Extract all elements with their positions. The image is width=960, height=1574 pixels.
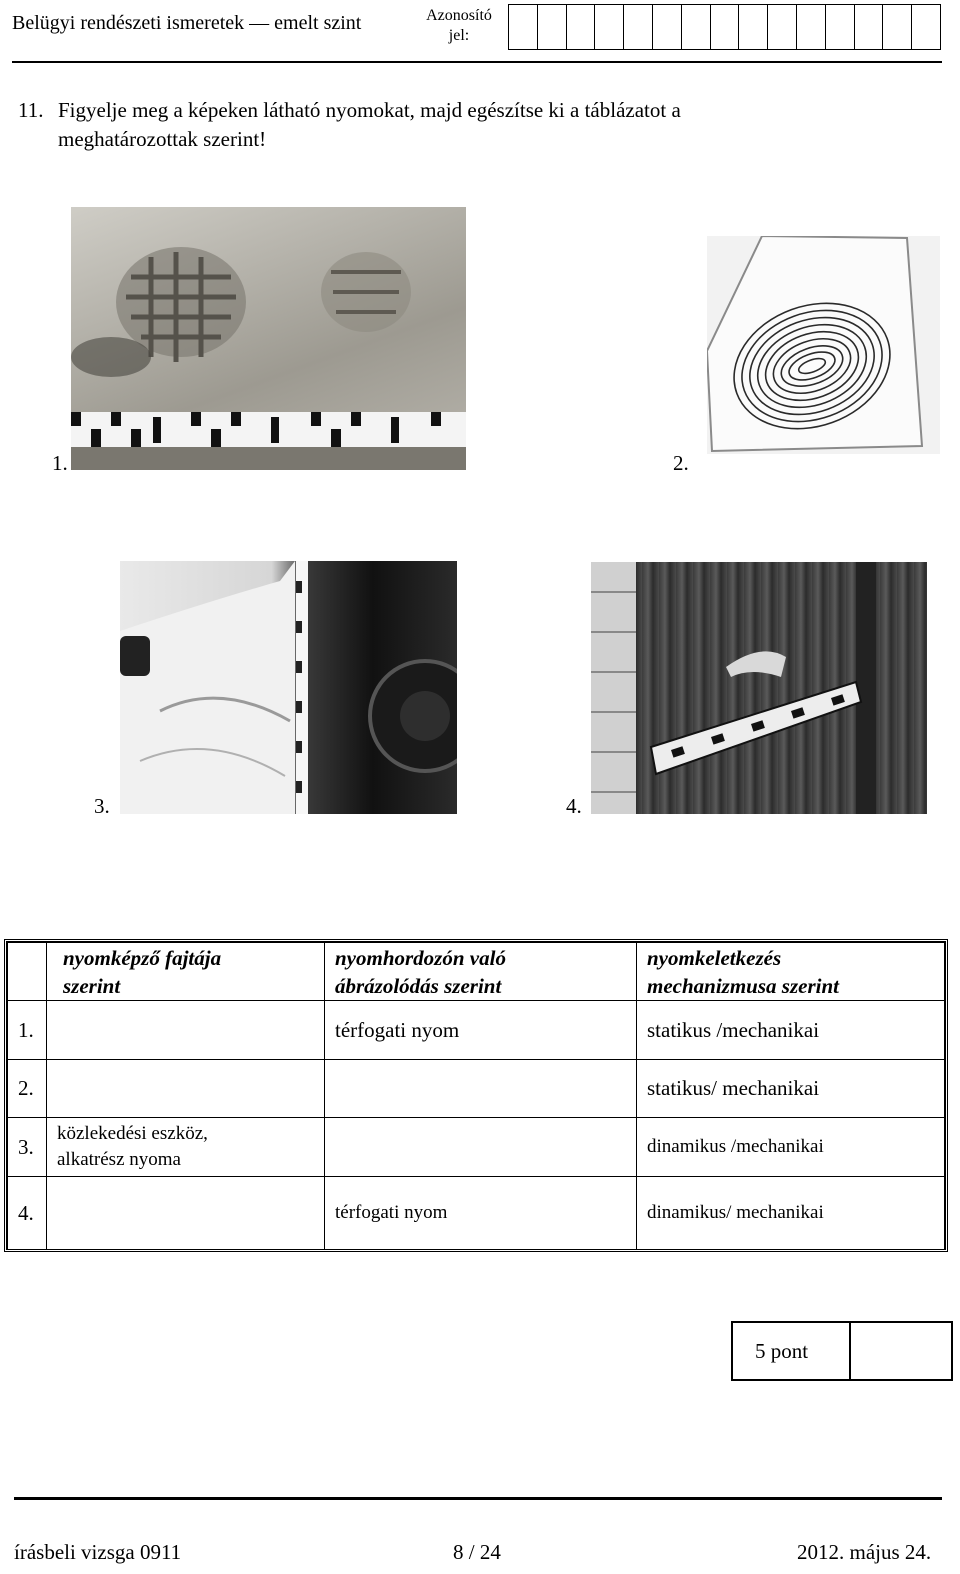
id-box-cell[interactable] <box>623 5 652 49</box>
footer-rule <box>14 1497 942 1500</box>
row-number: 3. <box>8 1118 47 1177</box>
table-cell: dinamikus/ mechanikai <box>637 1177 945 1250</box>
car-damage-photo <box>120 561 457 814</box>
footer-exam-code: írásbeli vizsga 0911 <box>14 1540 182 1564</box>
question-line2: meghatározottak szerint! <box>58 127 267 151</box>
score-label: 5 pont <box>733 1323 851 1379</box>
table-header-cell: nyomképző fajtája szerint <box>47 943 325 1001</box>
table-cell: dinamikus /mechanikai <box>637 1118 945 1177</box>
id-box-cell[interactable] <box>594 5 623 49</box>
table-header-cell: nyomhordozón való ábrázolódás szerint <box>325 943 637 1001</box>
table-row <box>8 1118 945 1177</box>
footer-page-number: 8 / 24 <box>453 1540 501 1564</box>
fingerprint-photo <box>707 236 940 454</box>
row-number: 1. <box>8 1001 47 1060</box>
id-box-cell[interactable] <box>509 5 537 49</box>
id-box-cell[interactable] <box>825 5 854 49</box>
footprint-photo <box>71 207 466 470</box>
table-cell: közlekedési eszköz, alkatrész nyoma <box>47 1118 325 1177</box>
id-box-cell[interactable] <box>710 5 739 49</box>
table-header-row <box>8 943 945 1001</box>
id-box-cell[interactable] <box>738 5 767 49</box>
answer-cell[interactable] <box>47 1001 325 1060</box>
answer-cell[interactable] <box>47 1177 325 1250</box>
footer-date: 2012. május 24. <box>797 1540 932 1564</box>
page-header-title: Belügyi rendészeti ismeretek — emelt szint <box>12 12 362 34</box>
id-box-cell[interactable] <box>911 5 940 49</box>
photo-label-4: 4. <box>566 794 582 818</box>
id-boxes[interactable] <box>508 4 941 50</box>
door-tool-mark-photo <box>591 562 927 814</box>
azonosito-label: Azonosító jel: <box>426 7 492 44</box>
table-cell: térfogati nyom <box>325 1001 637 1060</box>
table-row <box>8 1001 945 1060</box>
id-box-cell[interactable] <box>652 5 681 49</box>
table-header-cell: nyomkeletkezés mechanizmusa szerint <box>637 943 945 1001</box>
table-row <box>8 1177 945 1250</box>
table-row <box>8 1060 945 1118</box>
question-text <box>18 96 941 154</box>
table-header-cell <box>8 943 47 1001</box>
id-box-cell[interactable] <box>767 5 796 49</box>
score-box <box>731 1321 953 1381</box>
photo-label-2: 2. <box>673 451 689 475</box>
table-cell: térfogati nyom <box>325 1177 637 1250</box>
id-box-cell[interactable] <box>796 5 825 49</box>
question-number: 11. <box>18 98 44 122</box>
row-number: 4. <box>8 1177 47 1250</box>
question-line1: Figyelje meg a képeken látható nyomokat, majd egészítse ki a táblázatot a <box>58 98 681 122</box>
table-cell: statikus /mechanikai <box>637 1001 945 1060</box>
photo-label-1: 1. <box>52 451 68 475</box>
id-box-cell[interactable] <box>537 5 566 49</box>
id-box-cell[interactable] <box>566 5 595 49</box>
answer-cell[interactable] <box>325 1118 637 1177</box>
classification-table <box>4 939 948 1252</box>
score-input[interactable] <box>851 1323 951 1379</box>
id-box-cell[interactable] <box>854 5 883 49</box>
photo-label-3: 3. <box>94 794 110 818</box>
row-number: 2. <box>8 1060 47 1118</box>
id-box-cell[interactable] <box>882 5 911 49</box>
table-cell: statikus/ mechanikai <box>637 1060 945 1118</box>
answer-cell[interactable] <box>325 1060 637 1118</box>
header-rule <box>12 61 942 63</box>
answer-cell[interactable] <box>47 1060 325 1118</box>
id-box-cell[interactable] <box>681 5 710 49</box>
